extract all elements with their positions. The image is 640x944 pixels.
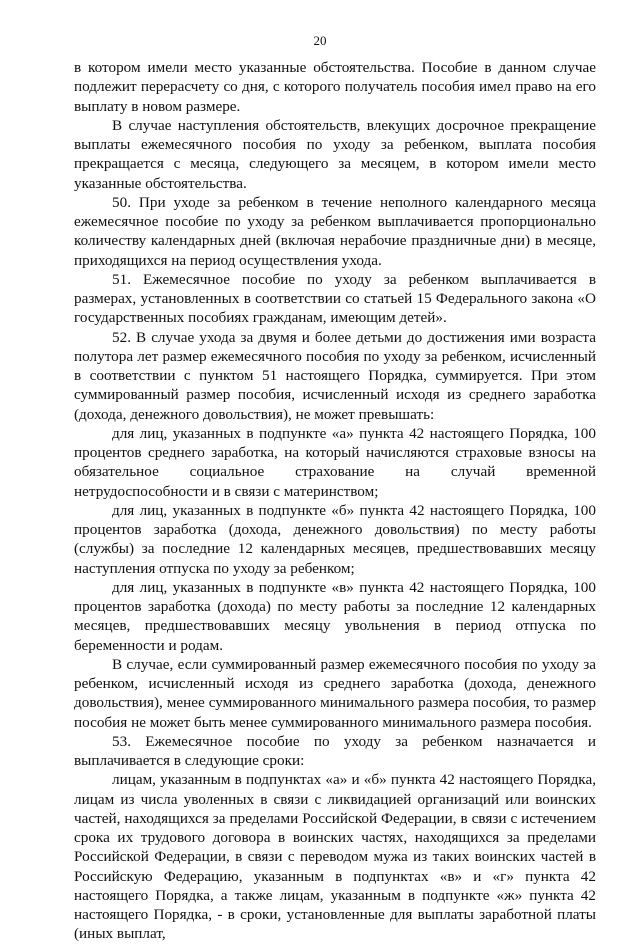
paragraph: в котором имели место указанные обстоятельства. Пособие в данном случае подлежит перерасчету со дня, с которого получатель пособия имел право на его выплату в новом размере. — [74, 59, 596, 115]
paragraph: В случае наступления обстоятельств, влекущих досрочное прекращение выплаты ежемесячного пособия по уходу за ребенком, выплата пособия прекращается с месяца, следующего за месяцем, в котором имели место указанные обстоятельства. — [74, 116, 596, 192]
paragraph: 51. Ежемесячное пособие по уходу за ребенком выплачивается в размерах, установленных в соответствии со статьей 15 Федерального закона «О государственных пособиях гражданам, имеющим детей». — [74, 270, 596, 327]
paragraph: 53. Ежемесячное пособие по уходу за ребенком назначается и выплачивается в следующие сроки: — [74, 732, 596, 769]
paragraph: 52. В случае ухода за двумя и более детьми до достижения ими возраста полутора лет размер ежемесячного пособия по уходу за ребенком, исчисленный в соответствии с пунктом 51 настоящего Порядка, суммируется. При этом суммированный размер пособия, исчисленный исходя из среднего заработка (дохода, денежного довольствия), не может превышать: — [74, 328, 596, 423]
page-number: 20 — [313, 33, 327, 48]
paragraph: 50. При уходе за ребенком в течение неполного календарного месяца ежемесячное пособие по уходу за ребенком выплачивается пропорционально количеству календарных дней (включая нерабочие праздничные дни) в месяце, приходящихся на период осуществления ухода. — [74, 193, 596, 269]
paragraph: лицам, указанным в подпунктах «а» и «б» пункта 42 настоящего Порядка, лицам из числа уволенных в связи с ликвидацией организаций или воинских частей, находящихся за пределами Российской Федерации, в связи с истечением срока их трудового договора в воинских частях, находящихся за пределами Российской Федерации, в связи с переводом мужа из таких воинских частей в Российскую Федерацию, указанным в подпунктах «в» и «г» пункта 42 настоящего Порядка, а также лицам, указанным в подпункте «ж» пункта 42 настоящего Порядка, - в сроки, установленные для выплаты заработной платы (иных выплат, — [74, 771, 596, 943]
paragraph: для лиц, указанных в подпункте «б» пункта 42 настоящего Порядка, 100 процентов заработка (дохода, денежного довольствия) по месту работы (службы) за последние 12 календарных месяцев, предшествовавших месяцу наступления отпуска по уходу за ребенком; — [74, 501, 596, 577]
paragraph: для лиц, указанных в подпункте «в» пункта 42 настоящего Порядка, 100 процентов заработка (дохода) по месту работы за последние 12 календарных месяцев, предшествовавших месяцу увольнения в период отпуска по беременности и родам. — [74, 578, 596, 654]
paragraph: В случае, если суммированный размер ежемесячного пособия по уходу за ребенком, исчисленный исходя из среднего заработка (дохода, денежного довольствия), менее суммированного минимального размера пособия, то размер пособия не может быть менее суммированного минимального размера пособия. — [74, 655, 596, 731]
paragraph: для лиц, указанных в подпункте «а» пункта 42 настоящего Порядка, 100 процентов среднего заработка, на который начисляются страховые взносы на обязательное социальное страхование на случай временной нетрудоспособности и в связи с материнством; — [74, 424, 596, 500]
body-text — [74, 58, 596, 944]
